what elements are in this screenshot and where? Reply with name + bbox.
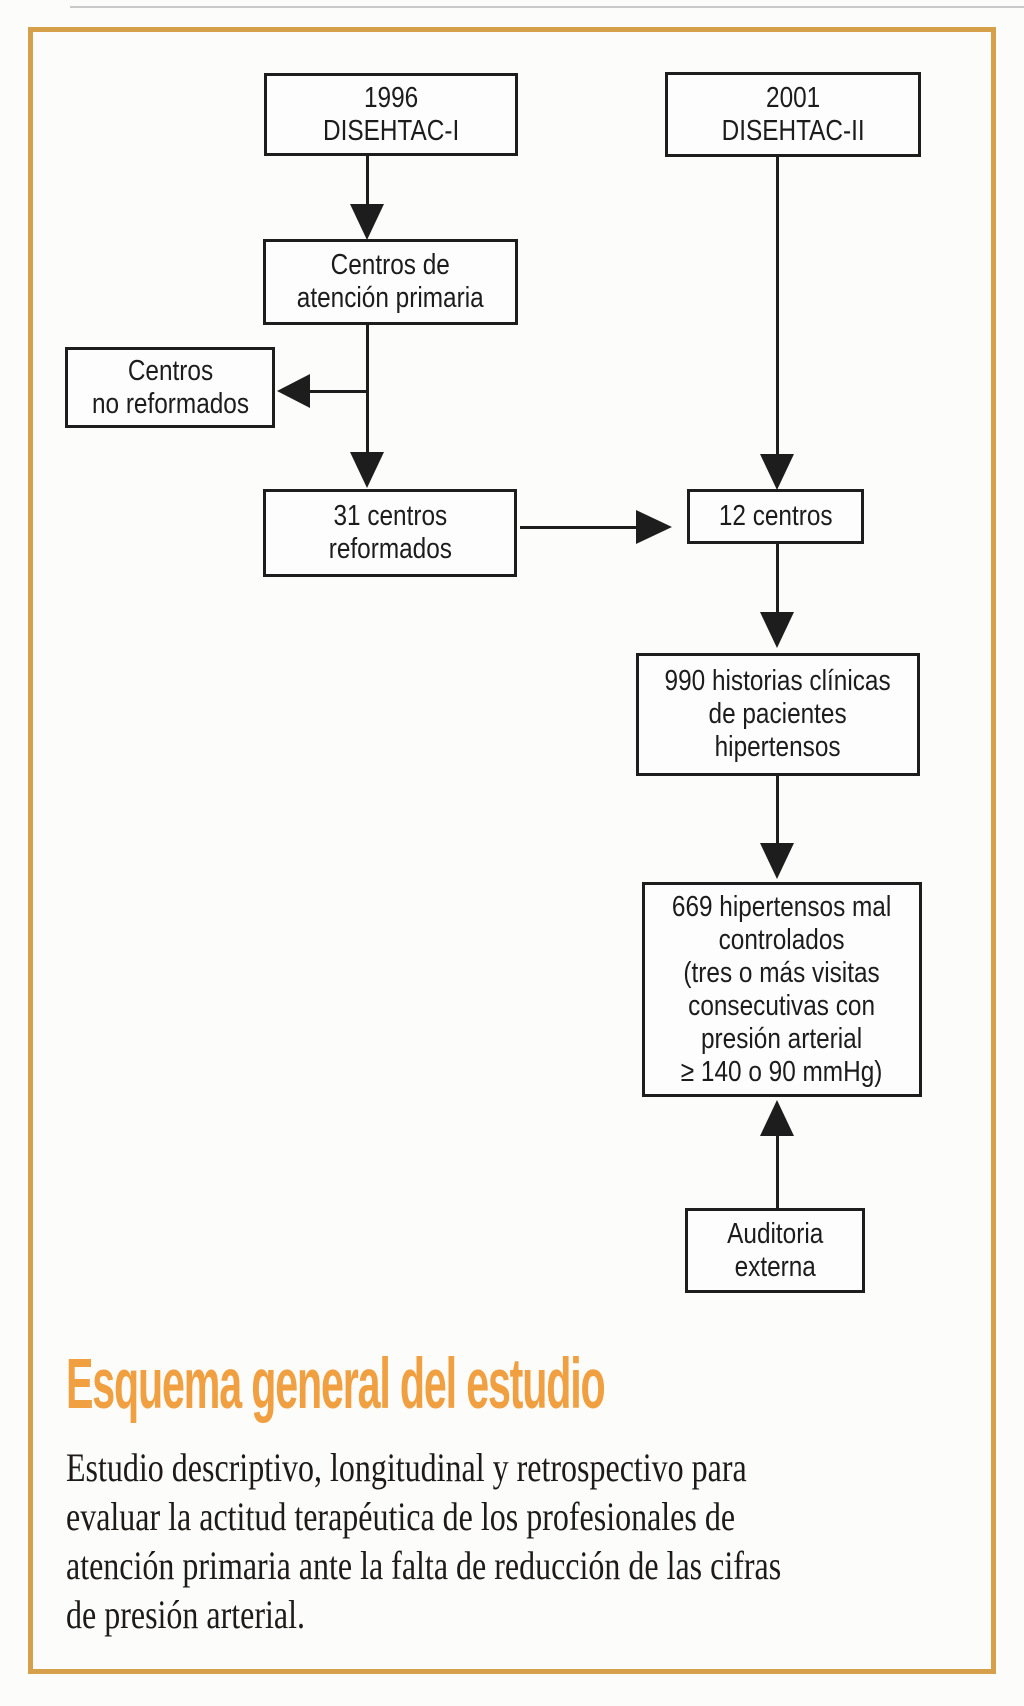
node-31-centros-reformados [263,489,517,577]
node-line: 1996 [363,81,419,114]
node-line: reformados [328,533,452,565]
node-centros-atencion-primaria [263,239,518,325]
node-line: atención primaria [297,282,484,314]
arrow-down-icon [760,612,794,648]
node-line: ≥ 140 o 90 mmHg) [681,1055,883,1088]
arrow-down-icon [760,454,794,490]
node-line: 2001 [765,81,821,114]
node-12-centros [687,489,864,544]
node-669-hipertensos [642,882,922,1097]
description-line: de presión arterial. [66,1592,305,1637]
connector-centros-to-31-line [366,325,369,453]
node-line: (tres o más visitas [683,956,881,989]
node-centros-no-reformados [65,347,275,428]
node-auditoria-externa [685,1208,865,1293]
arrow-right-icon [636,510,672,544]
connector-1996-to-centros-line [366,156,369,208]
node-line: 669 hipertensos mal [672,890,892,923]
node-line: hipertensos [715,731,841,763]
node-990-historias [636,653,920,776]
node-line: Centros de [330,249,451,281]
description-line: Estudio descriptivo, longitudinal y retrospectivo para [66,1445,747,1490]
arrow-left-icon [277,374,310,408]
node-line: 12 centros [718,500,833,532]
scan-edge-line [70,6,1024,8]
node-line: consecutivas con [688,989,876,1022]
node-line: Auditoria [726,1217,824,1250]
arrow-up-icon [760,1100,794,1136]
node-line: no reformados [91,387,249,420]
arrow-down-icon [350,452,384,488]
description-line: atención primaria ante la falta de reducción de las cifras [66,1543,782,1588]
figure-title: Esquema general del estudio [66,1345,605,1424]
figure-description [66,1443,781,1639]
node-line: externa [734,1250,816,1283]
node-disehtac-2 [665,72,921,157]
node-line: Centros [127,354,213,387]
connector-31-to-12-line [520,526,636,529]
node-line: 990 historias clínicas [664,665,892,697]
node-line: DISEHTAC-II [721,114,865,147]
arrow-down-icon [350,204,384,240]
connector-12-to-990-line [776,544,779,614]
description-line: evaluar la actitud terapéutica de los profesionales de [66,1494,736,1539]
node-line: 31 centros [333,500,447,532]
arrow-down-icon [760,843,794,879]
connector-990-to-669-line [776,776,779,844]
connector-auditoria-to-669-line [776,1134,779,1208]
connector-branch-noref-line [309,390,369,393]
node-disehtac-1 [264,73,518,156]
node-line: presión arterial [701,1022,863,1055]
connector-2001-to-12-line [776,157,779,457]
node-line: DISEHTAC-I [322,114,460,147]
node-line: controlados [719,923,845,956]
node-line: de pacientes [708,698,848,730]
